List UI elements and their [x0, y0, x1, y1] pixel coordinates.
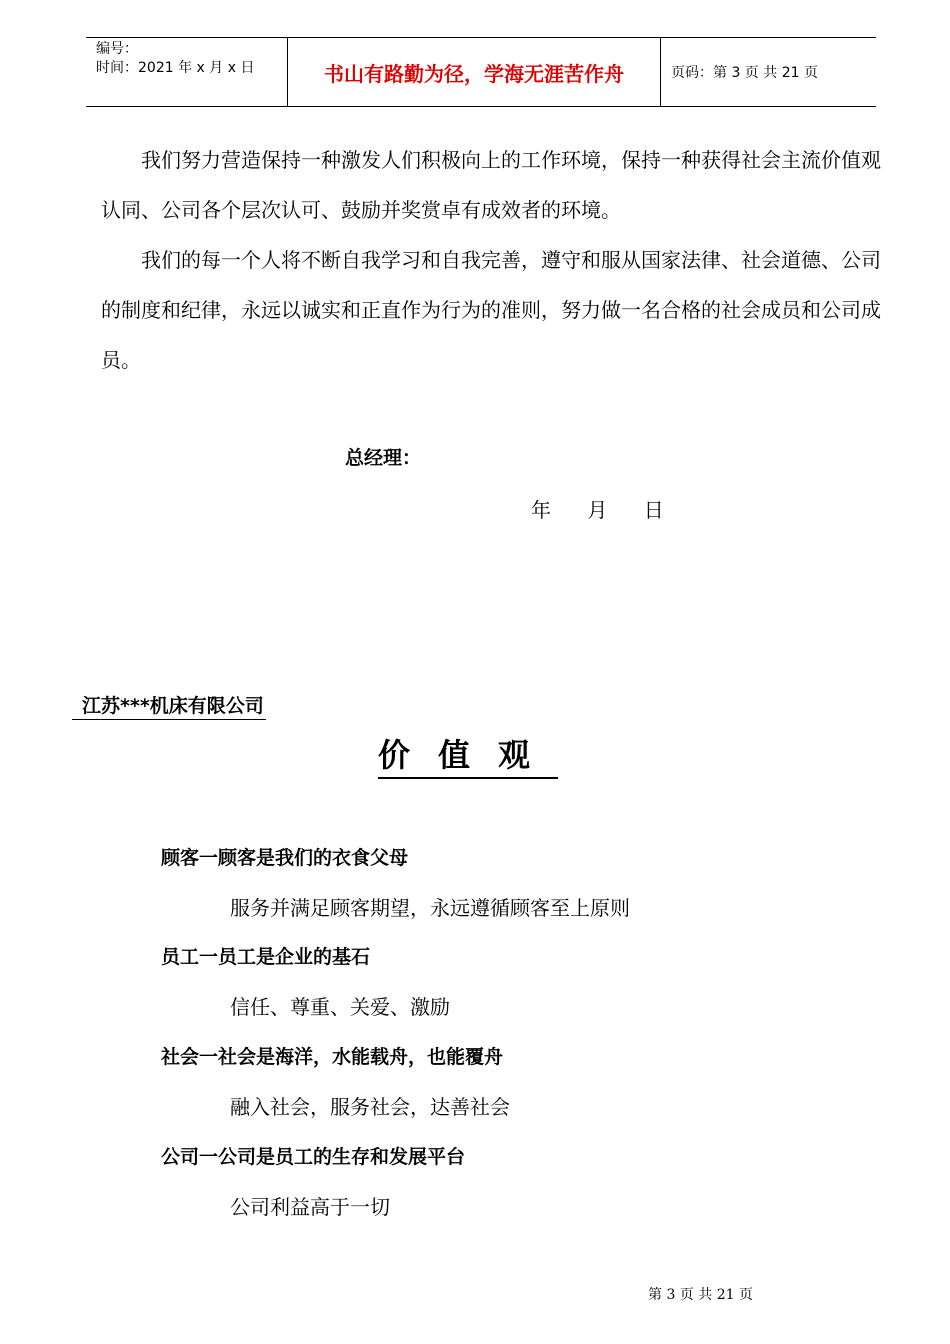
body-paragraph-1: 我们努力营造保持一种激发人们积极向上的工作环境，保持一种获得社会主流价值观认同、公司各个层次认可、鼓励并奖赏卓有成效者的环境。 — [101, 148, 881, 222]
value-heading-customer: 顾客一顾客是我们的衣食父母 — [161, 847, 409, 869]
value-heading-company: 公司一公司是员工的生存和发展平台 — [161, 1146, 466, 1168]
company-name: 江苏***机床有限公司 — [72, 693, 266, 720]
body-paragraph-2: 我们的每一个人将不断自我学习和自我完善，遵守和服从国家法律、社会道德、公司的制度和纪律，永远以诚实和正直作为行为的准则，努力做一名合格的社会成员和公司成员。 — [101, 248, 881, 372]
document-number-label: 编号： — [96, 41, 138, 57]
signature-date — [531, 494, 694, 523]
signer-label: 总经理： — [345, 447, 422, 469]
values-title: 价值观 — [378, 733, 558, 779]
value-text-customer: 服务并满足顾客期望，永远遵循顾客至上原则 — [230, 896, 630, 920]
value-heading-employee: 员工一员工是企业的基石 — [161, 946, 371, 968]
header-page-info: 页码：第 3 页 共 21 页 — [671, 65, 818, 81]
page-footer: 第 3 页 共 21 页 — [648, 1287, 753, 1303]
date-month: 月 — [587, 498, 608, 522]
value-text-society: 融入社会，服务社会，达善社会 — [230, 1095, 510, 1119]
value-text-employee: 信任、尊重、关爱、激励 — [230, 995, 450, 1019]
page-header — [86, 37, 876, 107]
header-meta — [86, 38, 288, 106]
value-text-company: 公司利益高于一切 — [230, 1195, 390, 1219]
header-motto: 书山有路勤为径，学海无涯苦作舟 — [288, 38, 661, 106]
date-day: 日 — [643, 498, 664, 522]
date-year: 年 — [531, 498, 551, 522]
value-heading-society: 社会一社会是海洋，水能载舟，也能覆舟 — [161, 1046, 504, 1068]
document-time-label: 时间：2021 年 x 月 x 日 — [96, 60, 255, 76]
